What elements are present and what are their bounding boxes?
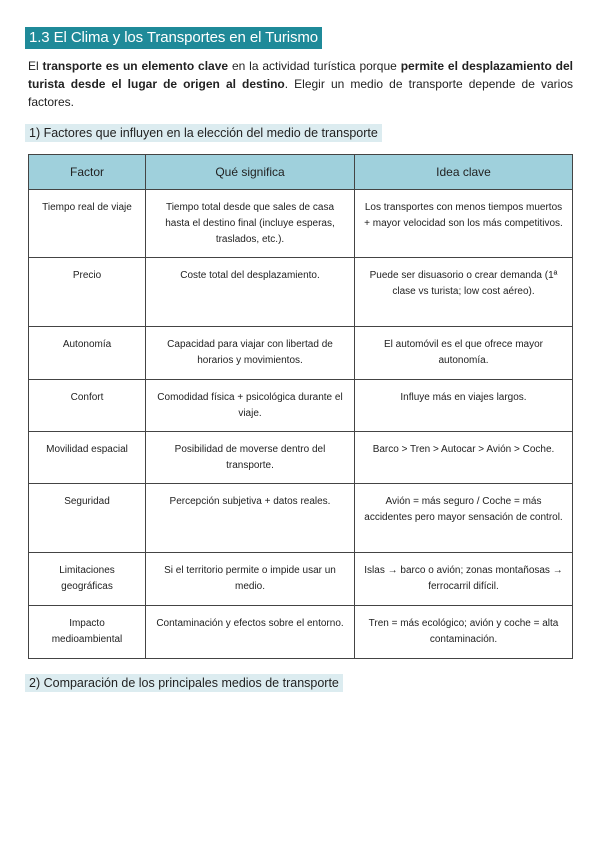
table-cell: El automóvil es el que ofrece mayor autonomía. xyxy=(355,327,573,380)
section-title: 1.3 El Clima y los Transportes en el Turismo xyxy=(25,27,322,49)
intro-bold-text: transporte es un elemento clave xyxy=(42,59,229,73)
table-cell: Movilidad espacial xyxy=(29,432,146,484)
table-cell: Capacidad para viajar con libertad de horarios y movimientos. xyxy=(146,327,355,380)
table-cell: Contaminación y efectos sobre el entorno. xyxy=(146,606,355,659)
table-cell: Si el territorio permite o impide usar un medio. xyxy=(146,553,355,606)
table-cell: Confort xyxy=(29,380,146,432)
table-cell: Impacto medioambiental xyxy=(29,606,146,659)
table-cell: Avión = más seguro / Coche = más accidentes pero mayor sensación de control. xyxy=(355,484,573,553)
table-cell: Los transportes con menos tiempos muertos + mayor velocidad son los más competitivos. xyxy=(355,190,573,258)
table-row xyxy=(29,327,573,380)
table-header-cell: Factor xyxy=(29,155,146,190)
table-cell: Barco > Tren > Autocar > Avión > Coche. xyxy=(355,432,573,484)
table-row xyxy=(29,258,573,327)
table-cell: Posibilidad de moverse dentro del transporte. xyxy=(146,432,355,484)
table-row xyxy=(29,432,573,484)
intro-text: . Elegir un medio de transporte depende de varios factores. xyxy=(28,77,574,109)
subsection-heading-comparison: 2) Comparación de los principales medios de transporte xyxy=(25,674,343,692)
intro-paragraph xyxy=(28,57,573,111)
table-cell: Percepción subjetiva + datos reales. xyxy=(146,484,355,553)
table-cell: Influye más en viajes largos. xyxy=(355,380,573,432)
table-cell: Comodidad física + psicológica durante el viaje. xyxy=(146,380,355,432)
table-cell: Tiempo total desde que sales de casa hasta el destino final (incluye esperas, traslados, etc.). xyxy=(146,190,355,258)
table-cell: Tren = más ecológico; avión y coche = alta contaminación. xyxy=(355,606,573,659)
table-row xyxy=(29,606,573,659)
table-header-cell: Qué significa xyxy=(146,155,355,190)
table-cell: Coste total del desplazamiento. xyxy=(146,258,355,327)
table-row xyxy=(29,484,573,553)
table-cell: Limitaciones geográficas xyxy=(29,553,146,606)
table-row xyxy=(29,380,573,432)
table-cell: Seguridad xyxy=(29,484,146,553)
table-cell: Autonomía xyxy=(29,327,146,380)
intro-bold-text: permite el desplazamiento del turista desde el lugar de origen al destino xyxy=(28,59,574,91)
table-cell: Tiempo real de viaje xyxy=(29,190,146,258)
table-cell: Precio xyxy=(29,258,146,327)
table-header-row xyxy=(29,155,573,190)
table-row xyxy=(29,190,573,258)
intro-text: en la actividad turística porque xyxy=(228,59,401,73)
intro-text: El xyxy=(28,59,43,73)
table-cell: Islas → barco o avión; zonas montañosas → ferrocarril difícil. xyxy=(355,553,573,606)
factors-table xyxy=(28,154,573,659)
table-header-cell: Idea clave xyxy=(355,155,573,190)
table-row xyxy=(29,553,573,606)
table-cell: Puede ser disuasorio o crear demanda (1ª clase vs turista; low cost aéreo). xyxy=(355,258,573,327)
subsection-heading-factors: 1) Factores que influyen en la elección del medio de transporte xyxy=(25,124,382,142)
